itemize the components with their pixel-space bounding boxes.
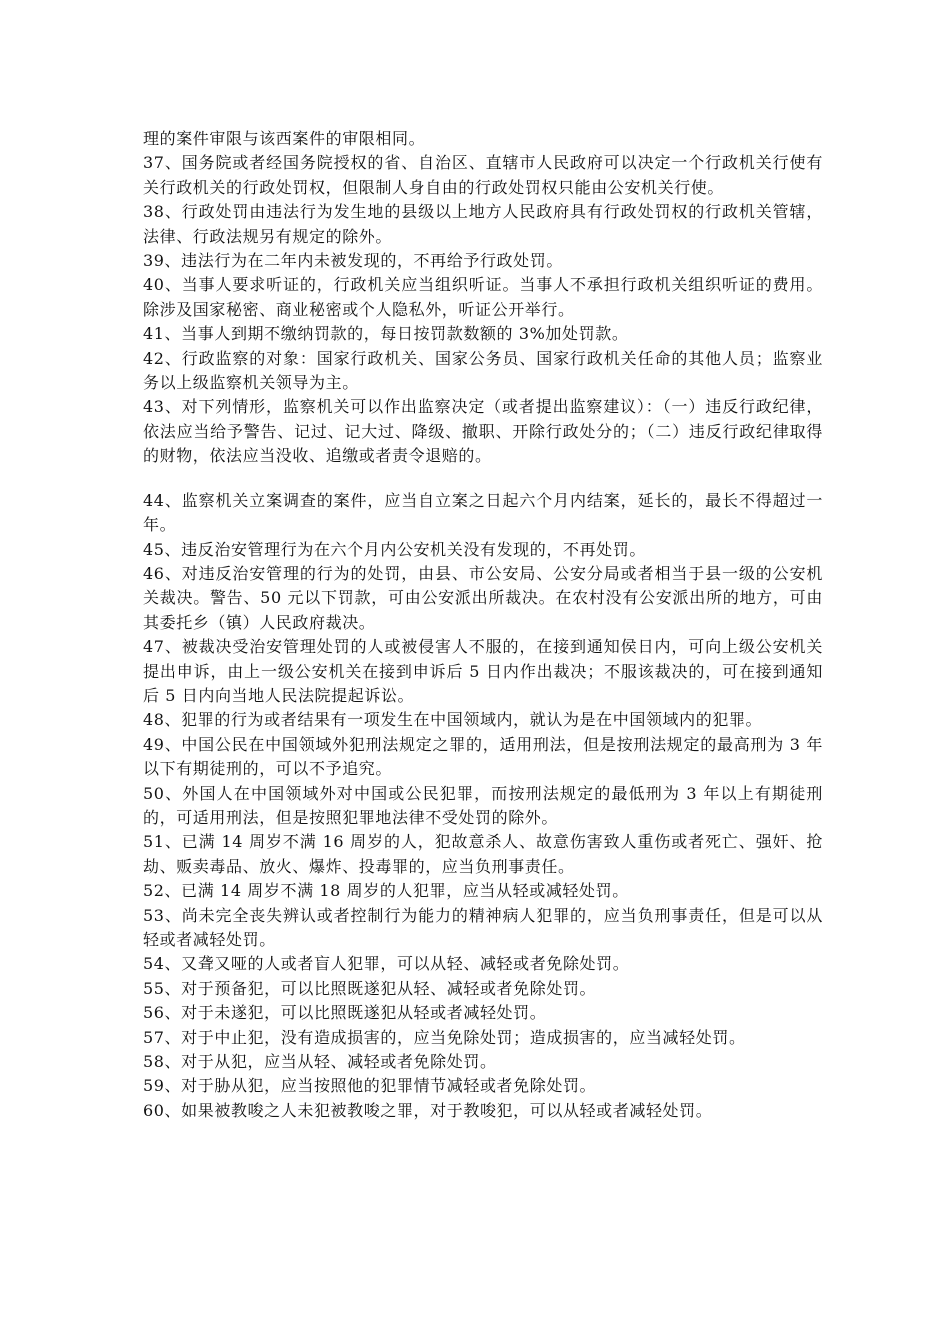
paragraph-45: 45、违反治安管理行为在六个月内公安机关没有发现的，不再处罚。 [143,539,646,559]
paragraph-39: 39、违法行为在二年内未被发现的，不再给予行政处罚。 [143,251,563,271]
paragraph-51: 51、已满 14 周岁不满 16 周岁的人，犯故意杀人、故意伤害致人重伤或者死亡、强奸、抢劫、贩卖毒品、放火、爆炸、投毒罪的，应当负刑事责任。 [143,832,823,876]
paragraph-47: 47、被裁决受治安管理处罚的人或被侵害人不服的，在接到通知侯日内，可向上级公安机关提出申诉，由上一级公安机关在接到申诉后 5 日内作出裁决；不服该裁决的，可在接到通知后 5 日内向当地人民法院提起诉讼。 [143,637,823,705]
document-body [143,127,823,1123]
paragraph-40: 40、当事人要求听证的，行政机关应当组织听证。当事人不承担行政机关组织听证的费用。除涉及国家秘密、商业秘密或个人隐私外，听证公开举行。 [143,275,823,319]
paragraph-44: 44、监察机关立案调查的案件，应当自立案之日起六个月内结案，延长的，最长不得超过一年。 [143,490,823,535]
paragraph-60: 60、如果被教唆之人未犯被教唆之罪，对于教唆犯，可以从轻或者减轻处罚。 [143,1100,713,1120]
paragraph-59: 59、对于胁从犯，应当按照他的犯罪情节减轻或者免除处罚。 [143,1076,597,1096]
paragraph-42: 42、行政监察的对象：国家行政机关、国家公务员、国家行政机关任命的其他人员；监察业务以上级监察机关领导为主。 [143,348,823,393]
paragraph-50: 50、外国人在中国领域外对中国或公民犯罪，而按刑法规定的最低刑为 3 年以上有期徒刑的，可适用刑法，但是按照犯罪地法律不受处罚的除外。 [143,783,823,827]
paragraph-48: 48、犯罪的行为或者结果有一项发生在中国领域内，就认为是在中国领域内的犯罪。 [143,710,763,730]
paragraph-57: 57、对于中止犯，没有造成损害的，应当免除处罚；造成损害的，应当减轻处罚。 [143,1027,746,1047]
paragraph-54: 54、又聋又哑的人或者盲人犯罪，可以从轻、减轻或者免除处罚。 [143,954,630,974]
paragraph-49: 49、中国公民在中国领域外犯刑法规定之罪的，适用刑法，但是按刑法规定的最高刑为 3 年以下有期徒刑的，可以不予追究。 [143,734,823,779]
paragraph-52: 52、已满 14 周岁不满 18 周岁的人犯罪，应当从轻或减轻处罚。 [143,881,629,901]
paragraph-46: 46、对违反治安管理的行为的处罚，由县、市公安局、公安分局或者相当于县一级的公安机关裁决。警告、50 元以下罚款，可由公安派出所裁决。在农村没有公安派出所的地方，可由其委托乡（镇）人民政府裁决。 [143,563,823,632]
paragraph-37: 37、国务院或者经国务院授权的省、自治区、直辖市人民政府可以决定一个行政机关行使有关行政机关的行政处罚权，但限制人身自由的行政处罚权只能由公安机关行使。 [143,153,823,197]
paragraph-56: 56、对于未遂犯，可以比照既遂犯从轻或者减轻处罚。 [143,1003,547,1023]
paragraph-38: 38、行政处罚由违法行为发生地的县级以上地方人民政府具有行政处罚权的行政机关管辖，法律、行政法规另有规定的除外。 [143,202,823,246]
paragraph-continuation: 理的案件审限与该西案件的审限相同。 [143,129,426,148]
paragraph-41: 41、当事人到期不缴纳罚款的，每日按罚款数额的 3%加处罚款。 [143,324,629,344]
paragraph-58: 58、对于从犯，应当从轻、减轻或者免除处罚。 [143,1052,497,1072]
paragraph-43: 43、对下列情形，监察机关可以作出监察决定（或者提出监察建议）：（一）违反行政纪律，依法应当给予警告、记过、记大过、降级、撤职、开除行政处分的；（二）违反行政纪律取得的财物，依法应当没收、追缴或者责令退赔的。 [143,397,823,466]
paragraph-53: 53、尚未完全丧失辨认或者控制行为能力的精神病人犯罪的，应当负刑事责任，但是可以从轻或者减轻处罚。 [143,905,823,949]
paragraph-55: 55、对于预备犯，可以比照既遂犯从轻、减轻或者免除处罚。 [143,978,597,998]
